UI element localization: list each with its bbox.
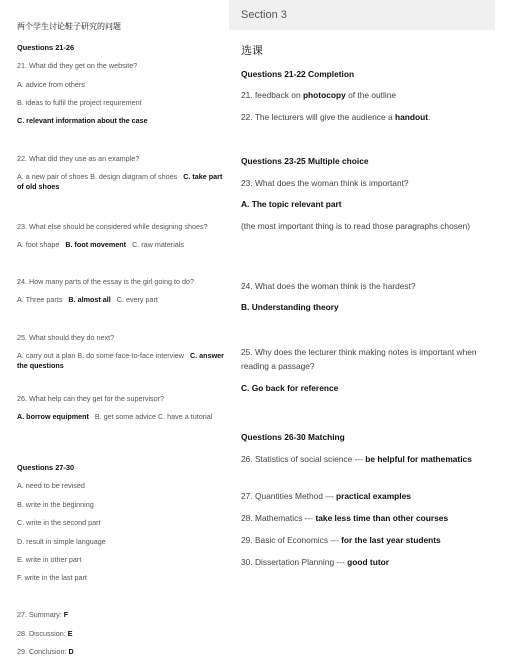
r-q23-question: 23. What does the woman think is important? [241, 178, 409, 188]
left-column [0, 0, 229, 660]
q24-question: 24. How many parts of the essay is the girl going to do? [17, 277, 194, 286]
heading-matching: Questions 26-30 Matching [241, 432, 345, 442]
q21-option-a: A. advice from others [17, 80, 85, 89]
answer-29: 29. Conclusion: D [17, 647, 74, 656]
q21-question: 21. What did they get on the website? [17, 61, 138, 70]
q22-question: 22. What did they use as an example? [17, 154, 140, 163]
match-28: 28. Mathematics --- take less time than other courses [241, 513, 449, 523]
r-q25-answer: C. Go back for reference [241, 383, 339, 393]
r-q24-question: 24. What does the woman think is the hardest? [241, 281, 416, 291]
match-26: 26. Statistics of social science --- be helpful for mathematics [241, 454, 472, 464]
heading-questions-27-30: Questions 27-30 [17, 463, 75, 472]
section-header [229, 0, 495, 30]
r-q22: 22. The lecturers will give the audience a handout. [241, 112, 431, 122]
option-27-30-b: B. write in the beginning [17, 500, 94, 509]
match-29: 29. Basic of Economics --- for the last year students [241, 535, 441, 545]
q23-question: 23. What else should be considered while designing shoes? [17, 222, 208, 231]
selection-label: 选课 [241, 45, 263, 57]
match-27: 27. Quantities Method --- practical examples [241, 491, 411, 501]
right-column [229, 0, 509, 660]
heading-questions-21-26: Questions 21-26 [17, 43, 75, 52]
option-27-30-f: F. write in the last part [17, 573, 87, 582]
q26-options: A. borrow equipment B. get some advice C. have a tutorial [17, 412, 213, 421]
q23-options: A. foot shape B. foot movement C. raw materials [17, 240, 184, 249]
answer-27: 27. Summary: F [17, 610, 69, 619]
option-27-30-a: A. need to be revised [17, 481, 85, 490]
option-27-30-e: E. write in other part [17, 555, 82, 564]
r-q25-question: 25. Why does the lecturer think making notes is important when reading a passage? [241, 347, 477, 371]
heading-completion: Questions 21-22 Completion [241, 69, 355, 79]
r-q21: 21. feedback on photocopy of the outline [241, 90, 397, 100]
r-q24-answer: B. Understanding theory [241, 302, 339, 312]
match-30: 30. Dissertation Planning --- good tutor [241, 557, 389, 567]
q24-options: A. Three parts B. almost all C. every part [17, 295, 158, 304]
option-27-30-d: D. result in simple language [17, 537, 106, 546]
option-27-30-c: C. write in the second part [17, 518, 101, 527]
q25-options: A. carry out a plan B. do some face-to-face interview C. answer the questions [17, 351, 224, 370]
q22-options: A. a new pair of shoes B. design diagram of shoes C. take part of old shoes [17, 172, 223, 191]
left-title: 两个学生讨论鞋子研究的问题 [17, 22, 121, 31]
section-title: Section 3 [241, 9, 287, 21]
q26-question: 26. What help can they get for the supervisor? [17, 394, 165, 403]
r-q23-answer: A. The topic relevant part [241, 199, 342, 209]
r-q23-note: (the most important thing is to read those paragraphs chosen) [241, 221, 471, 231]
q21-option-b: B. ideas to fulfil the project requirement [17, 98, 142, 107]
answer-28: 28. Discussion: E [17, 629, 73, 638]
q21-answer: C. relevant information about the case [17, 116, 148, 125]
heading-multiple-choice: Questions 23-25 Multiple choice [241, 156, 369, 166]
q25-question: 25. What should they do next? [17, 333, 115, 342]
